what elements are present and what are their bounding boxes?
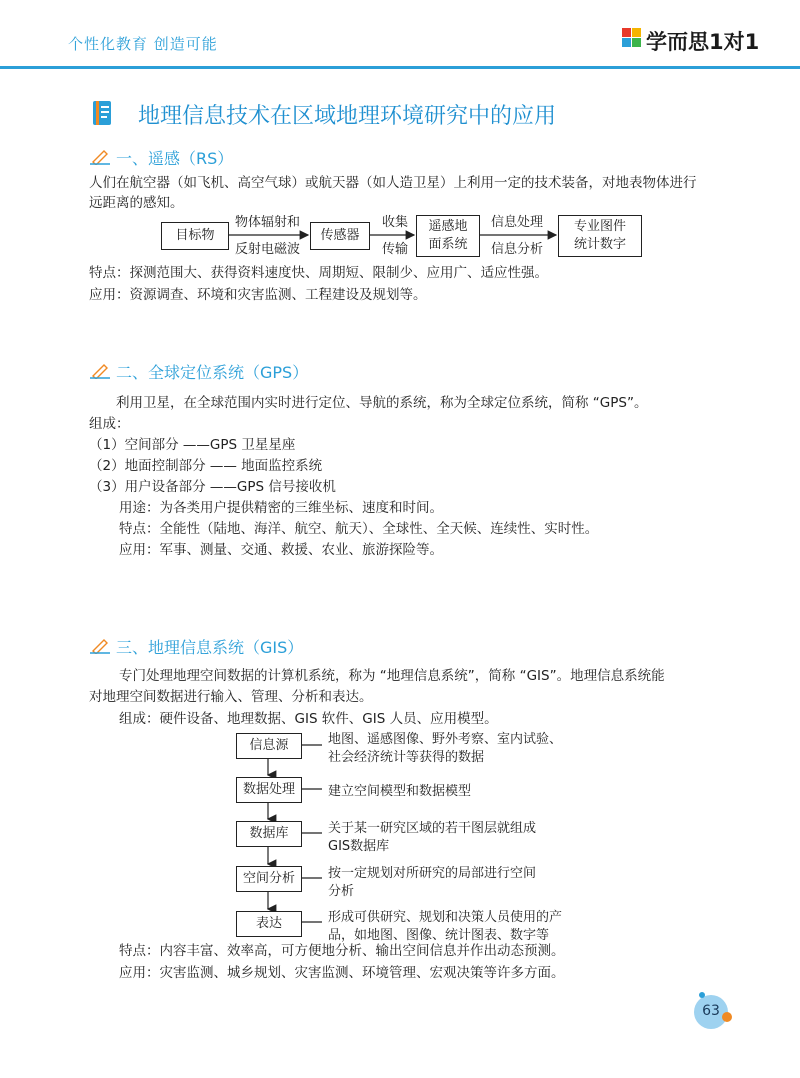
gis-step-processing: 数据处理 — [236, 777, 302, 803]
rs-node-output-line2: 统计数字 — [573, 237, 626, 252]
gis-intro-line2: 对地理空间数据进行输入、管理、分析和表达。 — [89, 689, 373, 705]
gis-intro-line1: 专门处理地理空间数据的计算机系统，称为 “地理信息系统”，简称 “GIS”。地理信息系统能 — [119, 668, 665, 684]
gis-step-expression-desc2: 品，如地图、图像、统计图表、数字等 — [328, 928, 550, 943]
rs-arrow1-bottom: 反射电磁波 — [235, 242, 301, 257]
gis-step-analysis: 空间分析 — [236, 866, 302, 892]
gps-features: 特点：全能性（陆地、海洋、航空、航天）、全球性、全天候、连续性、实时性。 — [119, 521, 599, 537]
gps-intro: 利用卫星，在全球范围内实时进行定位、导航的系统，称为全球定位系统，简称 “GPS”。 — [116, 395, 648, 411]
rs-node-target: 目标物 — [161, 222, 229, 250]
section-heading-rs: 一、遥感（RS） — [116, 149, 234, 168]
gps-application: 应用：军事、测量、交通、救援、农业、旅游探险等。 — [119, 542, 443, 558]
rs-node-ground-line1: 遥感地 — [428, 219, 468, 234]
rs-arrow1-top: 物体辐射和 — [235, 215, 301, 230]
rs-arrow3-bottom: 信息分析 — [491, 242, 544, 257]
gis-step-expression: 表达 — [236, 911, 302, 937]
rs-intro-line2: 远距离的感知。 — [89, 195, 184, 211]
rs-intro-line1: 人们在航空器（如飞机、高空气球）或航天器（如人造卫星）上利用一定的技术装备，对地表物体进行 — [89, 175, 697, 191]
rs-arrow2-top: 收集 — [382, 215, 409, 230]
rs-node-output-line1: 专业图件 — [573, 219, 626, 234]
gis-step-expression-desc1: 形成可供研究、规划和决策人员使用的产 — [328, 910, 563, 925]
rs-node-ground-line2: 面系统 — [428, 237, 468, 252]
gis-features: 特点：内容丰富、效率高，可方便地分析、输出空间信息并作出动态预测。 — [119, 943, 565, 959]
page-title: 地理信息技术在区域地理环境研究中的应用 — [138, 104, 557, 129]
gis-step-processing-desc1: 建立空间模型和数据模型 — [328, 784, 472, 799]
gps-use: 用途：为各类用户提供精密的三维坐标、速度和时间。 — [119, 500, 443, 516]
gis-composition: 组成：硬件设备、地理数据、GIS 软件、GIS 人员、应用模型。 — [119, 711, 498, 727]
gis-step-analysis-desc2: 分析 — [328, 884, 355, 899]
gps-part-3: （3）用户设备部分 ——GPS 信号接收机 — [89, 479, 336, 495]
gis-step-database-desc2: GIS数据库 — [328, 839, 390, 854]
rs-arrow3-top: 信息处理 — [491, 215, 544, 230]
gps-composition-label: 组成： — [89, 416, 130, 432]
gis-step-source-desc2: 社会经济统计等获得的数据 — [328, 750, 485, 765]
brand-name: 学而思1对1 — [646, 30, 760, 54]
gis-step-source-desc1: 地图、遥感图像、野外考察、室内试验、 — [328, 732, 563, 747]
gps-part-2: （2）地面控制部分 —— 地面监控系统 — [89, 458, 323, 474]
gps-part-1: （1）空间部分 ——GPS 卫星星座 — [89, 437, 296, 453]
gis-step-database: 数据库 — [236, 821, 302, 847]
gis-step-database-desc1: 关于某一研究区域的若干图层就组成 — [328, 821, 537, 836]
rs-node-sensor: 传感器 — [310, 222, 370, 250]
section-heading-gis: 三、地理信息系统（GIS） — [116, 638, 304, 657]
section-heading-gps: 二、全球定位系统（GPS） — [116, 363, 309, 382]
gis-step-source: 信息源 — [236, 733, 302, 759]
header-slogan: 个性化教育 创造可能 — [68, 35, 218, 53]
rs-features: 特点：探测范围大、获得资料速度快、周期短、限制少、应用广、适应性强。 — [89, 265, 548, 281]
gis-application: 应用：灾害监测、城乡规划、灾害监测、环境管理、宏观决策等许多方面。 — [119, 965, 565, 981]
decor-dot-blue — [699, 992, 705, 998]
page-number: 63 — [702, 1003, 720, 1019]
rs-application: 应用：资源调查、环境和灾害监测、工程建设及规划等。 — [89, 287, 427, 303]
rs-arrow2-bottom: 传输 — [382, 242, 409, 257]
gis-step-analysis-desc1: 按一定规划对所研究的局部进行空间 — [328, 866, 537, 881]
